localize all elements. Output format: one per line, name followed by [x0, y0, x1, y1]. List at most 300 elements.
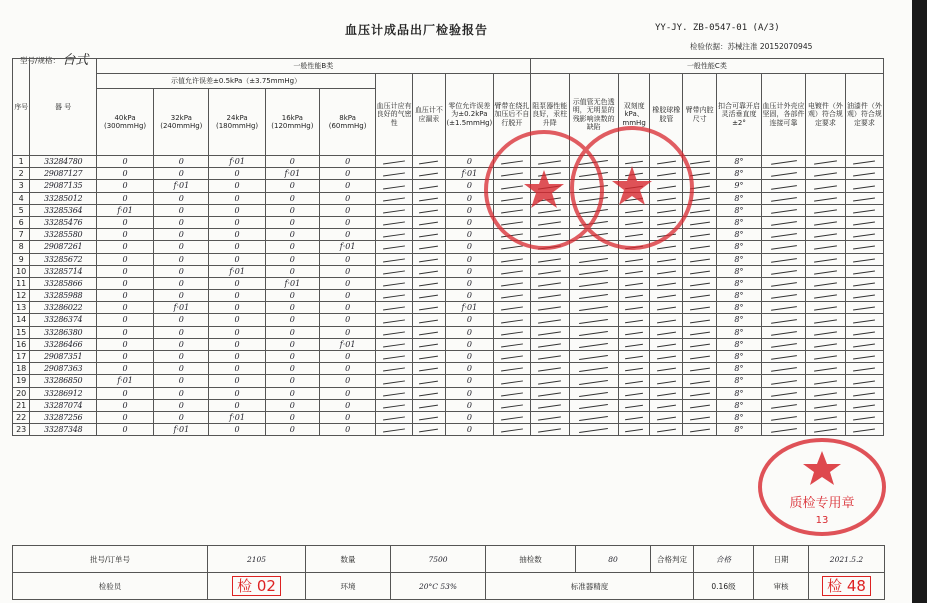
row-seq: 4	[13, 192, 30, 204]
row-pressure-reading: 0	[319, 265, 375, 277]
row-pressure-reading: 0	[96, 168, 153, 180]
row-seal-check	[376, 204, 413, 216]
row-leak-check	[413, 192, 446, 204]
row-cuff-check	[493, 314, 530, 326]
table-row	[13, 216, 884, 228]
row-pressure-reading: 0	[154, 338, 209, 350]
row-valve-check	[530, 216, 569, 228]
row-safety-check	[761, 363, 805, 375]
row-device-no: 33286850	[30, 375, 97, 387]
row-cuffsize-check	[683, 216, 717, 228]
table-row	[13, 375, 884, 387]
row-seal-check	[376, 229, 413, 241]
row-angle-reading: 8°	[716, 387, 761, 399]
row-scale-check	[618, 216, 650, 228]
row-seq: 3	[13, 180, 30, 192]
row-pressure-reading: 0	[96, 314, 153, 326]
row-cuff-check	[493, 229, 530, 241]
row-cuff-check	[493, 326, 530, 338]
row-pressure-reading: 0	[96, 326, 153, 338]
row-bulb-check	[650, 204, 683, 216]
row-seq: 7	[13, 229, 30, 241]
row-bulb-check	[650, 314, 683, 326]
row-pressure-reading: 0	[154, 363, 209, 375]
row-bulb-check	[650, 253, 683, 265]
row-pressure-reading: 0	[96, 351, 153, 363]
row-pressure-reading: f·01	[209, 265, 265, 277]
sample-label: 抽检数	[486, 546, 576, 573]
col-device-no: 器 号	[30, 59, 97, 156]
row-pressure-reading: 0	[265, 229, 319, 241]
row-pressure-reading: 0	[319, 253, 375, 265]
row-paint-check	[845, 375, 883, 387]
row-leak-check	[413, 351, 446, 363]
row-leak-check	[413, 338, 446, 350]
row-safety-check	[761, 351, 805, 363]
row-plating-check	[805, 216, 845, 228]
row-zero-reading: 0	[445, 156, 493, 168]
col-8kpa: 8kPa (60mmHg)	[319, 89, 375, 156]
row-angle-reading: 8°	[716, 241, 761, 253]
row-angle-reading: 8°	[716, 375, 761, 387]
row-bulb-check	[650, 424, 683, 436]
precision-value: 0.16级	[694, 573, 754, 600]
row-pressure-reading: 0	[265, 351, 319, 363]
row-zero-reading: 0	[445, 216, 493, 228]
row-valve-check	[530, 180, 569, 192]
row-pressure-reading: 0	[154, 411, 209, 423]
row-bulb-check	[650, 180, 683, 192]
row-angle-reading: 8°	[716, 265, 761, 277]
row-seq: 1	[13, 156, 30, 168]
sample-value: 80	[576, 546, 651, 573]
row-seq: 5	[13, 204, 30, 216]
row-pressure-reading: 0	[265, 424, 319, 436]
row-leak-check	[413, 363, 446, 375]
row-safety-check	[761, 229, 805, 241]
row-cuffsize-check	[683, 326, 717, 338]
row-seal-check	[376, 375, 413, 387]
row-tube-check	[569, 204, 618, 216]
row-seal-check	[376, 180, 413, 192]
row-pressure-reading: 0	[154, 168, 209, 180]
row-pressure-reading: 0	[319, 314, 375, 326]
row-pressure-reading: 0	[209, 192, 265, 204]
row-angle-reading: 8°	[716, 338, 761, 350]
row-seal-check	[376, 192, 413, 204]
row-paint-check	[845, 302, 883, 314]
row-paint-check	[845, 338, 883, 350]
seal-text: 质检专用章	[789, 496, 855, 511]
row-valve-check	[530, 241, 569, 253]
row-seq: 8	[13, 241, 30, 253]
row-angle-reading: 9°	[716, 180, 761, 192]
date-value: 2021.5.2	[809, 546, 885, 573]
row-angle-reading: 8°	[716, 253, 761, 265]
row-scale-check	[618, 168, 650, 180]
row-bulb-check	[650, 302, 683, 314]
row-paint-check	[845, 253, 883, 265]
row-cuffsize-check	[683, 192, 717, 204]
row-paint-check	[845, 204, 883, 216]
row-scale-check	[618, 314, 650, 326]
row-bulb-check	[650, 326, 683, 338]
row-cuffsize-check	[683, 277, 717, 289]
row-angle-reading: 8°	[716, 326, 761, 338]
row-pressure-reading: 0	[154, 399, 209, 411]
row-paint-check	[845, 168, 883, 180]
row-pressure-reading: 0	[96, 265, 153, 277]
judge-label: 合格判定	[651, 546, 694, 573]
row-scale-check	[618, 277, 650, 289]
env-value: 20°C 53%	[391, 573, 486, 600]
col-bulb: 橡胶球橡胶管	[650, 74, 683, 156]
row-zero-reading: 0	[445, 253, 493, 265]
row-leak-check	[413, 314, 446, 326]
row-device-no: 29087261	[30, 241, 97, 253]
row-pressure-reading: 0	[209, 363, 265, 375]
row-pressure-reading: 0	[96, 387, 153, 399]
row-pressure-reading: 0	[154, 241, 209, 253]
row-cuff-check	[493, 375, 530, 387]
row-device-no: 29087351	[30, 351, 97, 363]
row-tube-check	[569, 216, 618, 228]
table-row	[13, 253, 884, 265]
row-pressure-reading: 0	[265, 180, 319, 192]
row-device-no: 33285672	[30, 253, 97, 265]
row-seq: 2	[13, 168, 30, 180]
inspection-basis: 检验依据：苏械注准 20152070945	[690, 42, 813, 51]
row-bulb-check	[650, 192, 683, 204]
row-bulb-check	[650, 338, 683, 350]
row-pressure-reading: 0	[209, 399, 265, 411]
table-row	[13, 363, 884, 375]
row-pressure-reading: 0	[265, 156, 319, 168]
row-safety-check	[761, 338, 805, 350]
col-leak: 血压计不应漏汞	[413, 74, 446, 156]
row-pressure-reading: 0	[96, 424, 153, 436]
row-seal-check	[376, 253, 413, 265]
row-pressure-reading: 0	[319, 204, 375, 216]
qty-value: 7500	[391, 546, 486, 573]
row-tube-check	[569, 375, 618, 387]
row-valve-check	[530, 290, 569, 302]
col-16kpa: 16kPa (120mmHg)	[265, 89, 319, 156]
row-zero-reading: 0	[445, 241, 493, 253]
row-seal-check	[376, 424, 413, 436]
row-tube-check	[569, 265, 618, 277]
row-plating-check	[805, 351, 845, 363]
row-valve-check	[530, 411, 569, 423]
row-seq: 14	[13, 314, 30, 326]
row-paint-check	[845, 399, 883, 411]
row-pressure-reading: 0	[209, 338, 265, 350]
row-angle-reading: 8°	[716, 229, 761, 241]
row-pressure-reading: 0	[265, 411, 319, 423]
row-cuffsize-check	[683, 180, 717, 192]
row-pressure-reading: 0	[154, 351, 209, 363]
row-cuffsize-check	[683, 290, 717, 302]
row-seq: 18	[13, 363, 30, 375]
row-zero-reading: 0	[445, 204, 493, 216]
row-valve-check	[530, 314, 569, 326]
row-seq: 9	[13, 253, 30, 265]
row-plating-check	[805, 326, 845, 338]
row-cuff-check	[493, 265, 530, 277]
row-pressure-reading: 0	[265, 265, 319, 277]
row-pressure-reading: 0	[319, 277, 375, 289]
row-pressure-reading: 0	[96, 302, 153, 314]
row-cuff-check	[493, 192, 530, 204]
row-cuff-check	[493, 424, 530, 436]
row-seq: 6	[13, 216, 30, 228]
table-row	[13, 314, 884, 326]
inspector-value: 检 02	[232, 576, 281, 596]
row-angle-reading: 8°	[716, 363, 761, 375]
row-paint-check	[845, 241, 883, 253]
row-pressure-reading: 0	[96, 241, 153, 253]
row-pressure-reading: 0	[154, 326, 209, 338]
review-value: 检 48	[822, 576, 871, 596]
row-leak-check	[413, 411, 446, 423]
row-pressure-reading: 0	[265, 241, 319, 253]
row-bulb-check	[650, 387, 683, 399]
row-device-no: 33287074	[30, 399, 97, 411]
row-seq: 17	[13, 351, 30, 363]
row-zero-reading: 0	[445, 411, 493, 423]
row-scale-check	[618, 156, 650, 168]
row-cuffsize-check	[683, 363, 717, 375]
row-plating-check	[805, 277, 845, 289]
group-b-header: 一般性能B类	[96, 59, 530, 74]
row-tube-check	[569, 192, 618, 204]
row-safety-check	[761, 241, 805, 253]
row-pressure-reading: 0	[96, 192, 153, 204]
row-seq: 16	[13, 338, 30, 350]
row-pressure-reading: 0	[96, 253, 153, 265]
row-safety-check	[761, 424, 805, 436]
row-pressure-reading: 0	[319, 411, 375, 423]
row-seq: 19	[13, 375, 30, 387]
row-valve-check	[530, 375, 569, 387]
row-tube-check	[569, 424, 618, 436]
row-cuff-check	[493, 387, 530, 399]
row-angle-reading: 8°	[716, 424, 761, 436]
row-scale-check	[618, 229, 650, 241]
row-zero-reading: 0	[445, 351, 493, 363]
row-angle-reading: 8°	[716, 204, 761, 216]
row-safety-check	[761, 277, 805, 289]
row-pressure-reading: 0	[154, 204, 209, 216]
row-seal-check	[376, 290, 413, 302]
row-valve-check	[530, 302, 569, 314]
row-safety-check	[761, 375, 805, 387]
row-pressure-reading: 0	[265, 216, 319, 228]
row-bulb-check	[650, 156, 683, 168]
row-zero-reading: 0	[445, 387, 493, 399]
row-pressure-reading: 0	[319, 375, 375, 387]
row-scale-check	[618, 363, 650, 375]
row-pressure-reading: 0	[96, 338, 153, 350]
row-pressure-reading: 0	[96, 399, 153, 411]
row-pressure-reading: 0	[265, 204, 319, 216]
row-angle-reading: 8°	[716, 156, 761, 168]
row-zero-reading: f·01	[445, 302, 493, 314]
row-safety-check	[761, 253, 805, 265]
row-pressure-reading: 0	[319, 399, 375, 411]
row-valve-check	[530, 399, 569, 411]
row-pressure-reading: 0	[154, 314, 209, 326]
row-safety-check	[761, 216, 805, 228]
row-cuffsize-check	[683, 156, 717, 168]
row-pressure-reading: 0	[265, 192, 319, 204]
date-label: 日期	[754, 546, 809, 573]
row-cuff-check	[493, 204, 530, 216]
row-seal-check	[376, 168, 413, 180]
row-cuff-check	[493, 338, 530, 350]
row-leak-check	[413, 241, 446, 253]
row-cuffsize-check	[683, 229, 717, 241]
row-pressure-reading: 0	[265, 399, 319, 411]
row-zero-reading: 0	[445, 265, 493, 277]
col-24kpa: 24kPa (180mmHg)	[209, 89, 265, 156]
row-paint-check	[845, 424, 883, 436]
row-plating-check	[805, 229, 845, 241]
row-pressure-reading: 0	[319, 180, 375, 192]
row-device-no: 33286912	[30, 387, 97, 399]
row-pressure-reading: 0	[265, 363, 319, 375]
col-cuffsize: 臂带内腔尺寸	[683, 74, 717, 156]
row-pressure-reading: 0	[209, 375, 265, 387]
row-scale-check	[618, 192, 650, 204]
inspection-table	[12, 58, 884, 436]
row-device-no: 29087363	[30, 363, 97, 375]
table-row	[13, 424, 884, 436]
row-cuff-check	[493, 216, 530, 228]
table-row	[13, 387, 884, 399]
row-tube-check	[569, 168, 618, 180]
row-leak-check	[413, 216, 446, 228]
row-leak-check	[413, 302, 446, 314]
row-paint-check	[845, 290, 883, 302]
row-tube-check	[569, 363, 618, 375]
row-valve-check	[530, 168, 569, 180]
row-angle-reading: 8°	[716, 192, 761, 204]
row-pressure-reading: 0	[319, 168, 375, 180]
row-plating-check	[805, 387, 845, 399]
row-seal-check	[376, 351, 413, 363]
table-row	[13, 351, 884, 363]
seal-number: 13	[815, 515, 829, 526]
row-scale-check	[618, 424, 650, 436]
row-pressure-reading: 0	[265, 338, 319, 350]
row-leak-check	[413, 156, 446, 168]
row-paint-check	[845, 277, 883, 289]
row-valve-check	[530, 156, 569, 168]
row-pressure-reading: f·01	[154, 302, 209, 314]
model-value: 台式	[62, 53, 89, 68]
table-row	[13, 156, 884, 168]
table-row	[13, 302, 884, 314]
row-cuffsize-check	[683, 253, 717, 265]
row-plating-check	[805, 375, 845, 387]
row-angle-reading: 8°	[716, 277, 761, 289]
row-bulb-check	[650, 411, 683, 423]
row-zero-reading: 0	[445, 180, 493, 192]
row-angle-reading: 8°	[716, 168, 761, 180]
table-row	[13, 399, 884, 411]
row-plating-check	[805, 156, 845, 168]
row-cuff-check	[493, 363, 530, 375]
row-plating-check	[805, 192, 845, 204]
row-pressure-reading: 0	[154, 253, 209, 265]
row-pressure-reading: f·01	[96, 204, 153, 216]
row-pressure-reading: 0	[209, 229, 265, 241]
row-valve-check	[530, 229, 569, 241]
row-pressure-reading: 0	[265, 375, 319, 387]
row-pressure-reading: 0	[154, 375, 209, 387]
env-label: 环境	[306, 573, 391, 600]
row-device-no: 29087127	[30, 168, 97, 180]
row-pressure-reading: 0	[96, 156, 153, 168]
row-seq: 10	[13, 265, 30, 277]
row-plating-check	[805, 302, 845, 314]
row-pressure-reading: 0	[154, 290, 209, 302]
row-cuffsize-check	[683, 204, 717, 216]
row-paint-check	[845, 229, 883, 241]
row-valve-check	[530, 277, 569, 289]
row-tube-check	[569, 399, 618, 411]
row-leak-check	[413, 399, 446, 411]
row-cuff-check	[493, 253, 530, 265]
col-valve: 阻泵器性能良好，汞柱升降	[530, 74, 569, 156]
row-pressure-reading: f·01	[265, 168, 319, 180]
row-cuffsize-check	[683, 424, 717, 436]
footer-table	[12, 545, 885, 600]
row-scale-check	[618, 180, 650, 192]
row-safety-check	[761, 326, 805, 338]
row-tube-check	[569, 241, 618, 253]
row-device-no: 33286380	[30, 326, 97, 338]
row-scale-check	[618, 290, 650, 302]
row-pressure-reading: 0	[319, 363, 375, 375]
row-paint-check	[845, 180, 883, 192]
row-leak-check	[413, 180, 446, 192]
row-plating-check	[805, 399, 845, 411]
row-zero-reading: 0	[445, 375, 493, 387]
row-pressure-reading: 0	[154, 387, 209, 399]
row-zero-reading: 0	[445, 192, 493, 204]
table-row	[13, 168, 884, 180]
row-plating-check	[805, 168, 845, 180]
row-pressure-reading: 0	[209, 253, 265, 265]
row-plating-check	[805, 363, 845, 375]
row-seal-check	[376, 411, 413, 423]
row-scale-check	[618, 411, 650, 423]
row-zero-reading: 0	[445, 338, 493, 350]
row-zero-reading: 0	[445, 277, 493, 289]
row-angle-reading: 8°	[716, 302, 761, 314]
row-cuff-check	[493, 290, 530, 302]
row-seq: 20	[13, 387, 30, 399]
row-pressure-reading: 0	[319, 156, 375, 168]
row-cuff-check	[493, 241, 530, 253]
row-plating-check	[805, 265, 845, 277]
row-pressure-reading: 0	[265, 387, 319, 399]
inspector-cell	[208, 573, 306, 600]
row-pressure-reading: 0	[319, 216, 375, 228]
row-cuffsize-check	[683, 399, 717, 411]
